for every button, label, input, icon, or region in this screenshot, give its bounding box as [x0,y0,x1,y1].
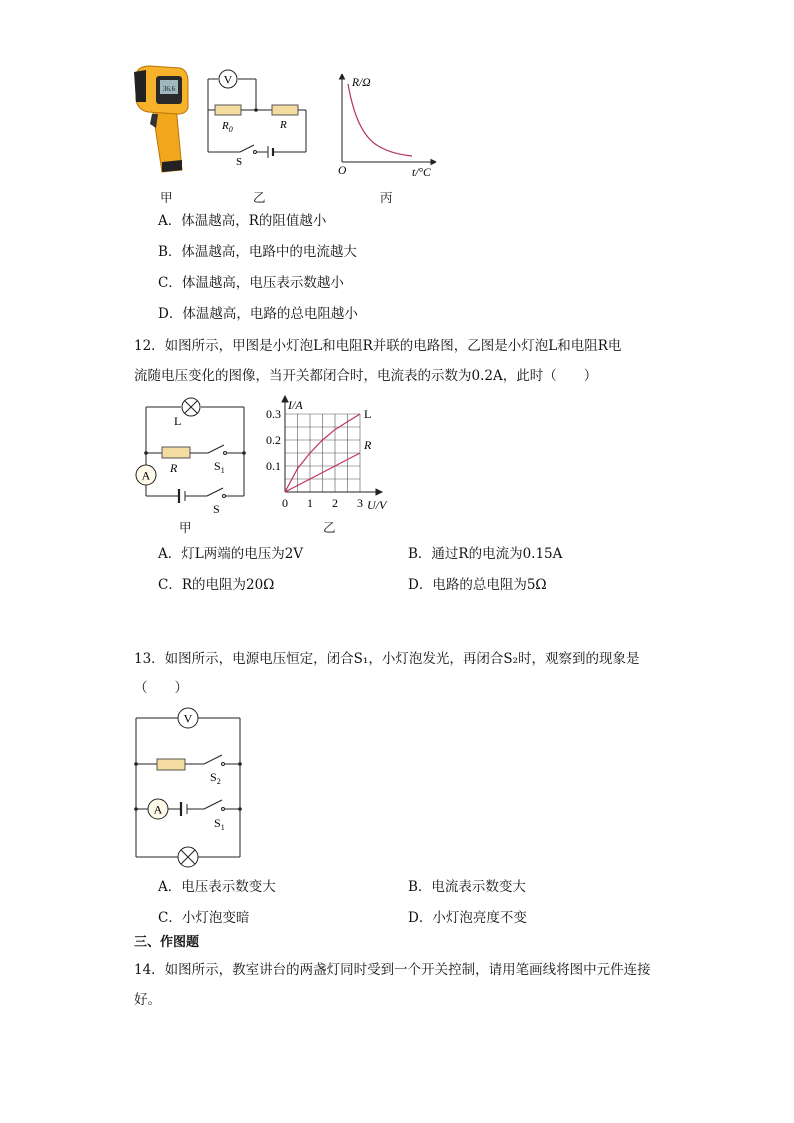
q12-y-tick-label: 0.2 [266,433,281,447]
q11-voltmeter-label: V [223,72,233,87]
q13-ammeter-label: A [153,802,163,817]
q12-switch-label: S [213,502,220,516]
q12-option-a[interactable]: A．灯L两端的电压为2V [158,546,304,562]
q11-fig-label-yi: 乙 [253,190,266,205]
q12-y-tick-label: 0.1 [266,459,281,473]
q14-stem-line1: 14．如图所示，教室讲台的两盏灯同时受到一个开关控制，请用笔画线将图中元件连接 [134,962,651,978]
q14-stem-line2: 好。 [134,992,161,1008]
q11-graph-origin: O [338,165,347,177]
q12-x-arrow [376,489,382,495]
q12-y-tick-label: 0.3 [266,407,281,421]
thermometer-display: 36.6 [162,85,176,93]
q11-r0-label: $R_0$ [222,120,233,134]
q12-stem-line2: 流随电压变化的图像，当开关都闭合时，电流表的示数为0.2A，此时（ ） [134,368,598,384]
q12-series-R-label: R [364,438,372,452]
q11-option-d[interactable]: D．体温越高，电路的总电阻越小 [158,306,358,322]
q12-x-tick-label: 2 [332,496,338,510]
q12-switch1-label: $S_1$ [214,459,225,475]
q12-chart-xlabel: U/V [367,498,387,512]
q11-graph-y-label: R/Ω [352,77,371,89]
q11-option-b[interactable]: B．体温越高，电路中的电流越大 [158,244,357,260]
q13-option-a[interactable]: A．电压表示数变大 [158,879,276,895]
q12-stem-line1: 12．如图所示，甲图是小灯泡L和电阻R并联的电路图，乙图是小灯泡L和电阻R电 [134,338,622,354]
q11-fig-label-bing: 丙 [380,190,393,205]
q13-switch1-label: $S_1$ [214,816,225,832]
thermometer-gun-image [132,62,192,176]
q13-option-b[interactable]: B．电流表示数变大 [408,879,526,895]
q12-fig-label-jia: 甲 [179,520,192,535]
section-heading: 三、作图题 [134,935,200,950]
q13-circuit-diagram [128,703,253,873]
q12-circuit-diagram [130,395,255,520]
q12-chart-ylabel: I/A [288,398,303,412]
q13-switch2-label: $S_2$ [210,770,221,786]
q12-iu-chart [255,393,400,518]
q12-lamp-label: L [174,414,182,428]
q12-option-d[interactable]: D．电路的总电阻为5Ω [408,577,547,593]
q12-x-tick-label: 3 [357,496,363,510]
q11-r-label: R [280,119,287,131]
q11-circuit-diagram [200,65,315,165]
q13-stem-line2: （ ） [134,680,188,696]
q12-x-tick-label: 1 [307,496,313,510]
q11-resistance-temperature-graph [332,68,442,180]
q11-switch-label: S [236,156,243,165]
q11-fig-label-jia: 甲 [160,190,173,205]
q12-resistor-label: R [170,461,178,475]
q13-stem-line1: 13．如图所示，电源电压恒定，闭合S₁，小灯泡发光，再闭合S₂时，观察到的现象是 [134,651,640,667]
q13-option-d[interactable]: D．小灯泡亮度不变 [408,910,527,926]
q11-option-a[interactable]: A．体温越高，R的阻值越小 [158,213,327,229]
q12-option-c[interactable]: C．R的电阻为20Ω [158,577,275,593]
q13-option-c[interactable]: C．小灯泡变暗 [158,910,250,926]
q12-option-b[interactable]: B．通过R的电流为0.15A [408,546,563,562]
q11-graph-x-label: t/°C [412,167,431,179]
q12-ammeter-label: A [141,468,151,483]
q13-voltmeter-label: V [183,711,193,726]
q12-fig-label-yi: 乙 [323,520,336,535]
q12-x-tick-label: 0 [282,496,288,510]
q11-curve [348,84,412,156]
q12-series-L-label: L [364,407,372,421]
q11-option-c[interactable]: C．体温越高，电压表示数越小 [158,275,344,291]
